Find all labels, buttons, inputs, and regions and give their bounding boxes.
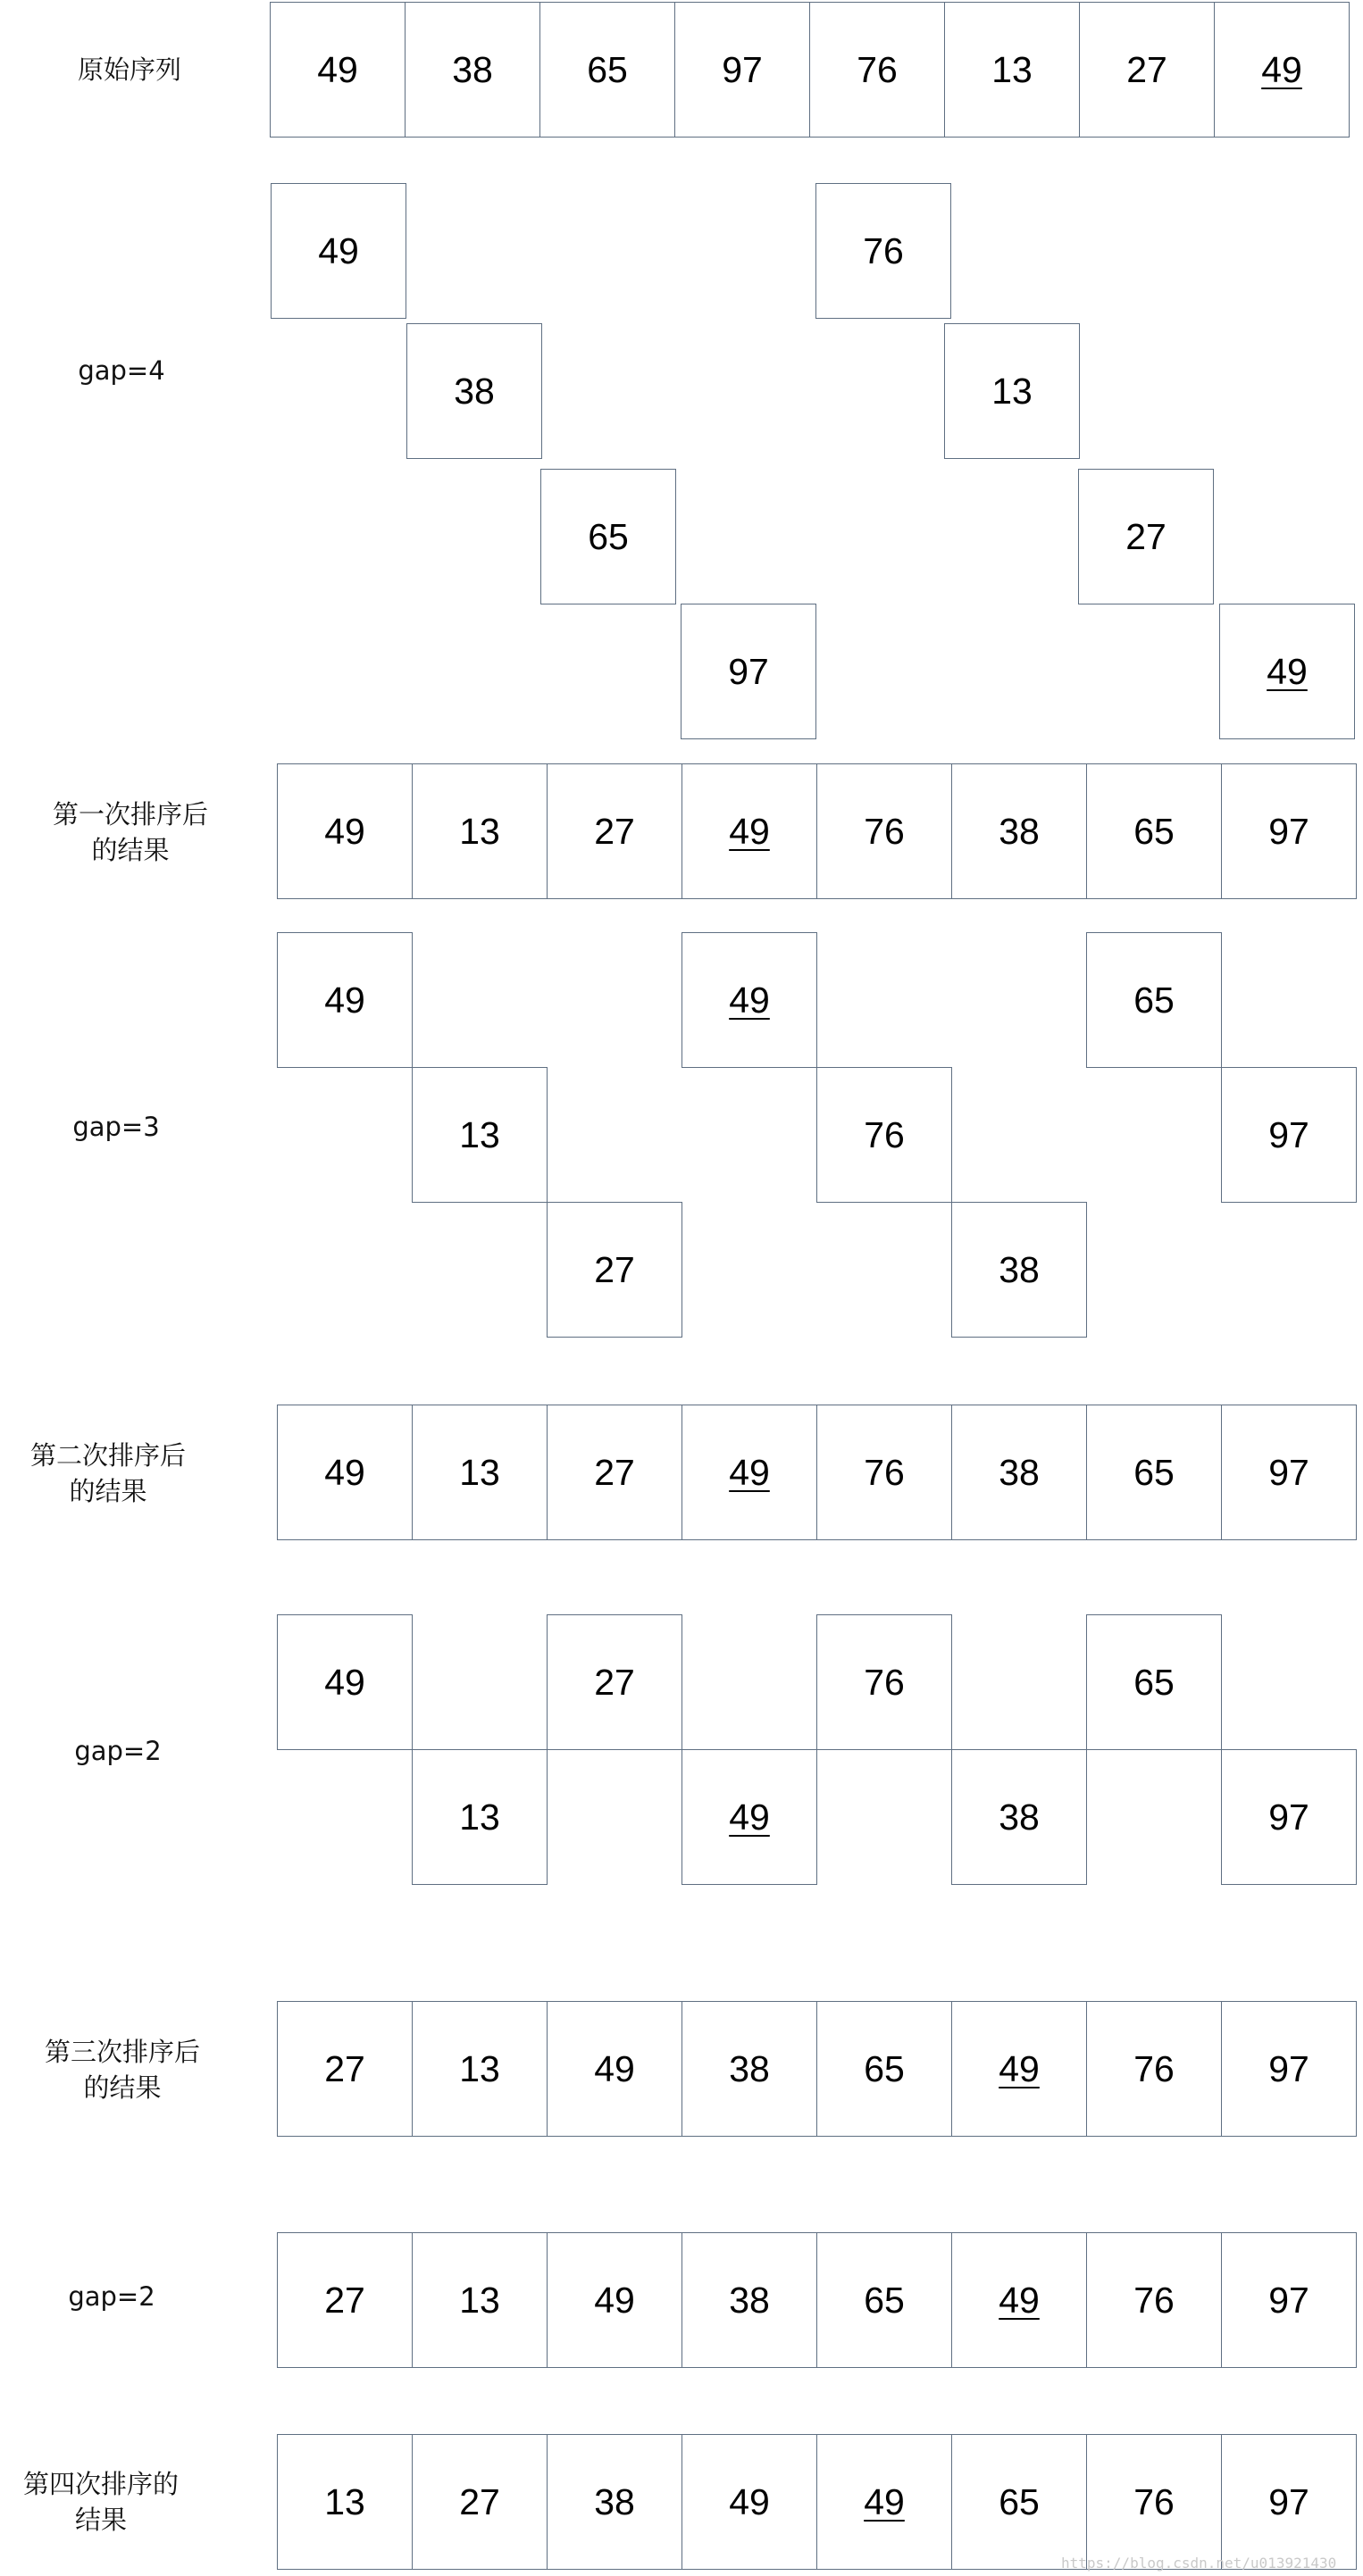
row-label-line: gap=2 (68, 2281, 155, 2312)
array-cell (681, 604, 816, 739)
array-cell (547, 2232, 682, 2368)
array-cell (412, 2001, 548, 2137)
cell-value: 65 (999, 2480, 1040, 2522)
cell-value: 65 (587, 48, 628, 90)
cell-value: 76 (1133, 2480, 1175, 2522)
cell-value: 49 (864, 2480, 905, 2522)
cell-value: 65 (1133, 1661, 1175, 1703)
cell-value: 76 (1133, 2047, 1175, 2089)
cell-value: 97 (1268, 1113, 1309, 1155)
cell-value: 97 (1268, 1451, 1309, 1493)
array-cell (1221, 2001, 1357, 2137)
cell-value: 27 (594, 810, 635, 852)
array-cell (547, 2001, 682, 2137)
cell-value: 97 (722, 48, 763, 90)
cell-value: 97 (1268, 2279, 1309, 2321)
array-cell (277, 2001, 413, 2137)
array-cell (412, 1405, 548, 1540)
cell-value: 76 (864, 1661, 905, 1703)
array-cell (951, 2434, 1087, 2570)
array-cell (277, 932, 413, 1068)
row-label (0, 1109, 232, 1145)
cell-value: 49 (1261, 48, 1302, 90)
cell-value: 13 (459, 810, 500, 852)
cell-value: 27 (594, 1661, 635, 1703)
array-cell (674, 2, 810, 138)
row-label-line: 的结果 (91, 835, 170, 866)
row-label (13, 52, 246, 88)
row-label-line: 第二次排序后 (29, 1440, 186, 1471)
cell-value: 13 (459, 1796, 500, 1838)
cell-value: 49 (594, 2047, 635, 2089)
cell-value: 27 (1125, 515, 1166, 557)
cell-value: 65 (1133, 810, 1175, 852)
cell-value: 49 (324, 1661, 365, 1703)
array-cell (1221, 2434, 1357, 2570)
array-cell (277, 2232, 413, 2368)
cell-value: 76 (864, 1451, 905, 1493)
cell-value: 76 (857, 48, 898, 90)
cell-value: 13 (459, 2047, 500, 2089)
array-cell (412, 1749, 548, 1885)
row-label-line: 结果 (74, 2505, 127, 2536)
cell-value: 65 (1133, 979, 1175, 1021)
cell-value: 38 (999, 1796, 1040, 1838)
cell-value: 27 (594, 1248, 635, 1290)
cell-value: 13 (991, 48, 1033, 90)
row-label (6, 2034, 238, 2105)
cell-value: 27 (1126, 48, 1167, 90)
array-cell (412, 2434, 548, 2570)
row-label-line: 的结果 (83, 2072, 162, 2104)
array-cell (1086, 763, 1222, 899)
row-label-line: 第四次排序的 (22, 2469, 179, 2499)
array-cell (1078, 469, 1214, 604)
cell-value: 97 (1268, 2047, 1309, 2089)
cell-value: 49 (729, 1796, 770, 1838)
array-cell-duplicate (682, 763, 817, 899)
cell-value: 27 (324, 2279, 365, 2321)
array-cell (1221, 1405, 1357, 1540)
row-label (0, 1438, 224, 1509)
array-cell (1221, 2232, 1357, 2368)
cell-value: 97 (1268, 1796, 1309, 1838)
array-cell (540, 469, 676, 604)
array-cell (547, 1614, 682, 1750)
array-cell (412, 2232, 548, 2368)
cell-value: 49 (729, 979, 770, 1021)
array-cell (539, 2, 675, 138)
cell-value: 27 (459, 2480, 500, 2522)
cell-value: 38 (999, 1451, 1040, 1493)
row-label-line: 原始序列 (77, 54, 181, 85)
array-cell-duplicate (682, 1405, 817, 1540)
cell-value: 49 (729, 2480, 770, 2522)
cell-value: 27 (324, 2047, 365, 2089)
row-label-line: gap=3 (72, 1112, 160, 1142)
array-cell-duplicate (951, 2232, 1087, 2368)
array-cell (277, 763, 413, 899)
cell-value: 13 (991, 370, 1033, 412)
array-cell (412, 763, 548, 899)
cell-value: 38 (729, 2279, 770, 2321)
array-cell (406, 323, 542, 459)
cell-value: 76 (864, 1113, 905, 1155)
row-label-line: gap=2 (74, 1736, 162, 1766)
array-cell (277, 1614, 413, 1750)
array-cell (1221, 1749, 1357, 1885)
array-cell (1086, 2001, 1222, 2137)
row-label (5, 353, 238, 388)
row-label (14, 796, 247, 868)
cell-value: 38 (999, 810, 1040, 852)
array-cell (951, 1749, 1087, 1885)
row-label (2, 1733, 234, 1769)
array-cell (951, 763, 1087, 899)
row-label (0, 2466, 217, 2538)
array-cell (1086, 1614, 1222, 1750)
cell-value: 49 (729, 810, 770, 852)
array-cell (277, 1405, 413, 1540)
array-cell (1086, 1405, 1222, 1540)
array-cell (816, 2001, 952, 2137)
array-cell-duplicate (1219, 604, 1355, 739)
array-cell (951, 1405, 1087, 1540)
array-cell (816, 1067, 952, 1203)
array-cell (816, 1614, 952, 1750)
array-cell (271, 183, 406, 319)
cell-value: 13 (459, 1113, 500, 1155)
array-cell (547, 1405, 682, 1540)
array-cell (547, 763, 682, 899)
cell-value: 27 (594, 1451, 635, 1493)
array-cell (951, 1202, 1087, 1338)
array-cell (412, 1067, 548, 1203)
array-cell-duplicate (1214, 2, 1350, 138)
array-cell (682, 2001, 817, 2137)
cell-value: 49 (324, 1451, 365, 1493)
array-cell (547, 2434, 682, 2570)
cell-value: 97 (1268, 810, 1309, 852)
cell-value: 13 (324, 2480, 365, 2522)
row-label-line: 第三次排序后 (44, 2037, 200, 2067)
array-cell (547, 1202, 682, 1338)
row-label-line: 第一次排序后 (52, 799, 208, 829)
array-cell (816, 763, 952, 899)
watermark: https://blog.csdn.net/u013921430 (1061, 2555, 1337, 2572)
array-cell (1221, 1067, 1357, 1203)
array-cell-duplicate (682, 932, 817, 1068)
cell-value: 76 (1133, 2279, 1175, 2321)
row-label-line: gap=4 (78, 355, 165, 386)
array-cell (682, 2434, 817, 2570)
array-cell (1086, 2232, 1222, 2368)
cell-value: 49 (999, 2047, 1040, 2089)
cell-value: 38 (999, 1248, 1040, 1290)
cell-value: 65 (864, 2279, 905, 2321)
array-cell (405, 2, 540, 138)
cell-value: 65 (588, 515, 629, 557)
array-cell (816, 1405, 952, 1540)
array-cell (944, 323, 1080, 459)
cell-value: 49 (729, 1451, 770, 1493)
array-cell (815, 183, 951, 319)
array-cell (809, 2, 945, 138)
array-cell (682, 2232, 817, 2368)
array-cell (277, 2434, 413, 2570)
cell-value: 49 (999, 2279, 1040, 2321)
cell-value: 97 (1268, 2480, 1309, 2522)
cell-value: 38 (452, 48, 493, 90)
cell-value: 38 (594, 2480, 635, 2522)
cell-value: 49 (1267, 650, 1308, 692)
cell-value: 13 (459, 1451, 500, 1493)
array-cell (1086, 2434, 1222, 2570)
cell-value: 49 (324, 979, 365, 1021)
cell-value: 13 (459, 2279, 500, 2321)
cell-value: 38 (729, 2047, 770, 2089)
array-cell-duplicate (816, 2434, 952, 2570)
row-label-line: 的结果 (69, 1476, 147, 1507)
cell-value: 38 (454, 370, 495, 412)
cell-value: 49 (324, 810, 365, 852)
array-cell (1079, 2, 1215, 138)
cell-value: 65 (864, 2047, 905, 2089)
cell-value: 76 (864, 810, 905, 852)
cell-value: 49 (318, 229, 359, 271)
array-cell (1086, 932, 1222, 1068)
cell-value: 49 (317, 48, 358, 90)
array-cell (270, 2, 406, 138)
cell-value: 65 (1133, 1451, 1175, 1493)
cell-value: 97 (728, 650, 769, 692)
array-cell (816, 2232, 952, 2368)
cell-value: 76 (863, 229, 904, 271)
array-cell-duplicate (951, 2001, 1087, 2137)
cell-value: 49 (594, 2279, 635, 2321)
array-cell (1221, 763, 1357, 899)
array-cell-duplicate (682, 1749, 817, 1885)
row-label (0, 2279, 228, 2314)
array-cell (944, 2, 1080, 138)
